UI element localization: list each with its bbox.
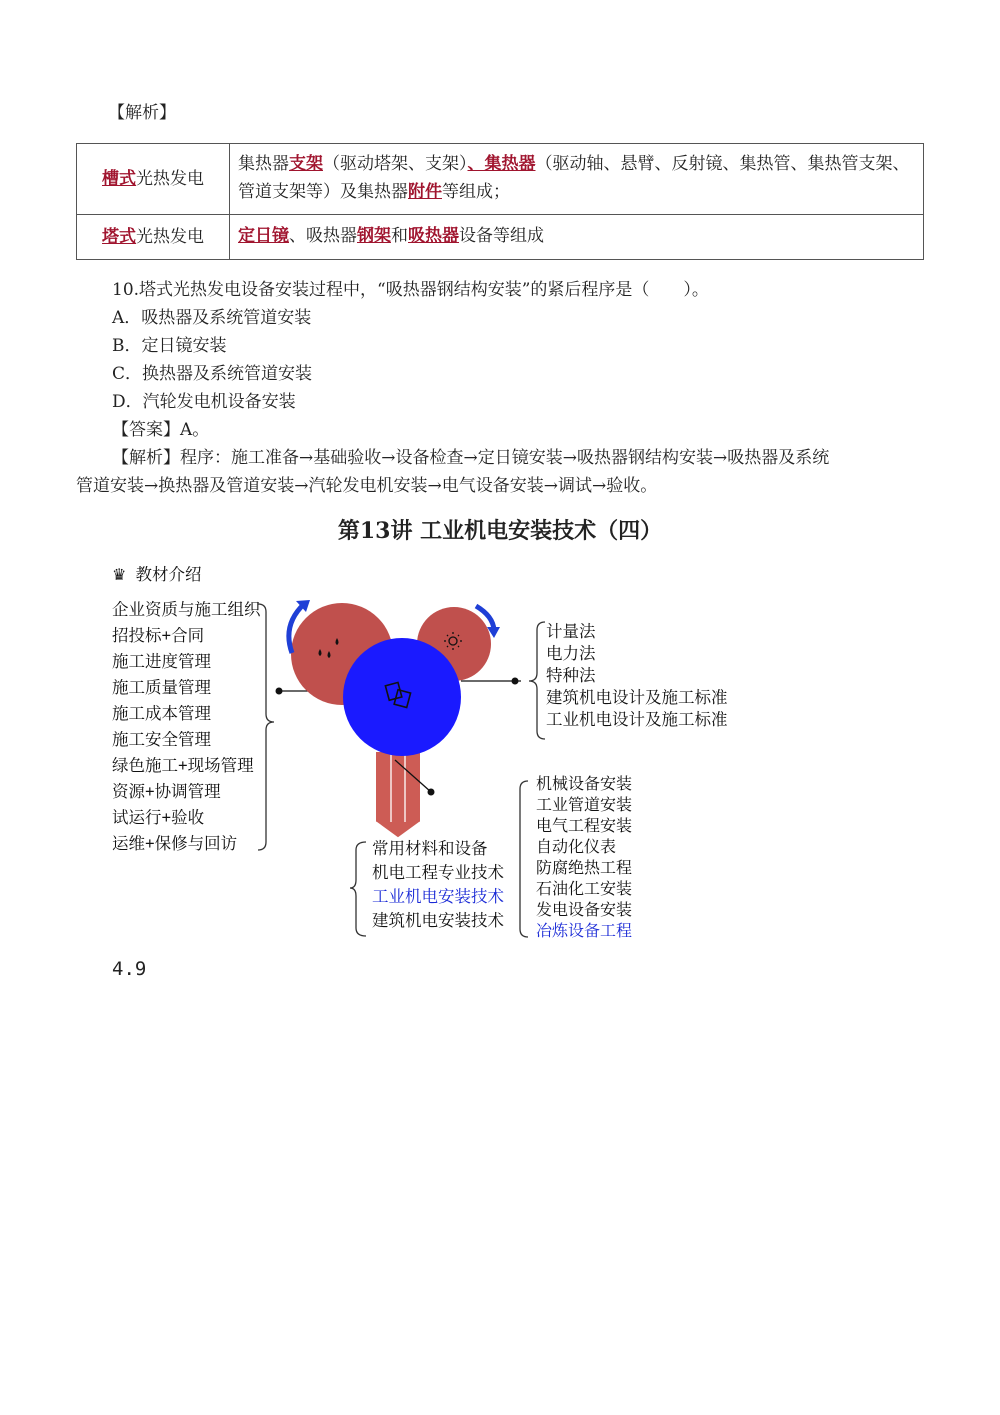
list-item: 石油化工安装 <box>536 881 633 898</box>
analysis-label: 【解析】 <box>112 448 180 468</box>
crown-icon: ♛ <box>112 567 127 584</box>
analysis-line-1 <box>112 444 829 472</box>
label-text: 光热发电 <box>136 227 204 247</box>
list-item: 自动化仪表 <box>536 839 617 856</box>
lecture-title: 第13讲 工业机电安装技术（四） <box>337 518 663 544</box>
list-item: 电气工程安装 <box>536 818 633 835</box>
footer-number: 4.9 <box>112 958 147 980</box>
intro-label: 教材介绍 <box>135 566 202 584</box>
list-item: 绿色施工+现场管理 <box>112 757 254 775</box>
row-label <box>77 215 230 260</box>
list-item: 施工成本管理 <box>112 705 211 723</box>
plain-text: （驱动轴、悬臂、反射镜、集热管、集热管支架、管道支架等）及集热器 <box>238 154 910 202</box>
pencil-icon <box>376 752 420 838</box>
list-item: 施工安全管理 <box>112 731 211 749</box>
list-item: 冶炼设备工程 <box>536 923 633 940</box>
option-d: D．汽轮发电机设备安装 <box>112 392 296 412</box>
list-item: 计量法 <box>546 623 596 641</box>
list-item: 试运行+验收 <box>112 809 205 827</box>
list-item: 建筑机电设计及施工标准 <box>546 689 728 707</box>
bottom-right-bracket <box>520 781 528 937</box>
plain-text: 、吸热器 <box>289 226 357 246</box>
connector-dot <box>428 789 435 796</box>
plain-text: （驱动塔架、支架） <box>323 154 468 174</box>
list-item: 机电工程专业技术 <box>372 864 504 882</box>
bottom-bracket <box>350 842 366 936</box>
answer-label: 【答案】 <box>112 420 180 440</box>
table-row <box>77 144 924 215</box>
highlight-text: 吸热器 <box>408 226 459 246</box>
plain-text: 设备等组成 <box>459 226 544 246</box>
highlight-text: 钢架 <box>357 226 391 246</box>
highlight-text: 附件 <box>408 182 442 202</box>
list-item: 建筑机电安装技术 <box>372 912 504 930</box>
bottom-right-list <box>536 774 632 942</box>
right-bracket <box>529 622 545 739</box>
connector-dot <box>512 678 519 685</box>
bottom-list <box>372 837 504 933</box>
list-item: 机械设备安装 <box>536 776 633 793</box>
plain-text: 和 <box>391 226 408 246</box>
list-item: 招投标+合同 <box>112 627 205 645</box>
list-item: 发电设备安装 <box>536 902 633 919</box>
left-list <box>112 597 261 857</box>
highlight-text: 定日镜 <box>238 226 289 246</box>
list-item: 运维+保修与回访 <box>112 835 238 853</box>
option-a: A．吸热器及系统管道安装 <box>112 308 312 328</box>
label-highlight: 塔式 <box>102 227 136 247</box>
list-item: 企业资质与施工组织 <box>112 601 261 619</box>
analysis-text: 程序：施工准备→基础验收→设备检查→定日镜安装→吸热器钢结构安装→吸热器及系统 <box>180 448 830 468</box>
list-item: 电力法 <box>546 645 596 663</box>
connector-dot <box>276 688 283 695</box>
plain-text: 集热器 <box>238 154 289 174</box>
analysis-line-2: 管道安装→换热器及管道安装→汽轮发电机安装→电气设备安装→调试→验收。 <box>76 476 658 496</box>
list-item: 特种法 <box>546 667 596 685</box>
list-item: 常用材料和设备 <box>372 840 488 858</box>
comparison-table <box>76 143 924 260</box>
highlight-text: 、集热器 <box>467 154 536 174</box>
answer-line <box>112 416 209 444</box>
list-item: 工业机电设计及施工标准 <box>546 711 728 729</box>
plain-text: 等组成； <box>442 182 510 202</box>
row-content <box>230 215 924 260</box>
row-label <box>77 144 230 215</box>
list-item: 工业机电安装技术 <box>372 888 504 906</box>
list-item: 施工进度管理 <box>112 653 211 671</box>
option-c: C．换热器及系统管道安装 <box>112 364 313 384</box>
list-item: 施工质量管理 <box>112 679 211 697</box>
list-item: 资源+协调管理 <box>112 783 221 801</box>
row-content <box>230 144 924 215</box>
right-list <box>546 621 728 731</box>
list-item: 防腐绝热工程 <box>536 860 633 877</box>
question-stem: 10.塔式光热发电设备安装过程中，“吸热器钢结构安装”的紧后程序是（ ）。 <box>112 280 709 300</box>
table-row <box>77 215 924 260</box>
answer-value: A。 <box>180 420 210 440</box>
list-item: 工业管道安装 <box>536 797 633 814</box>
analysis-heading: 【解析】 <box>108 103 176 123</box>
label-text: 光热发电 <box>136 169 204 189</box>
option-b: B．定日镜安装 <box>112 336 227 356</box>
highlight-text: 支架 <box>289 154 323 174</box>
label-highlight: 槽式 <box>102 169 136 189</box>
